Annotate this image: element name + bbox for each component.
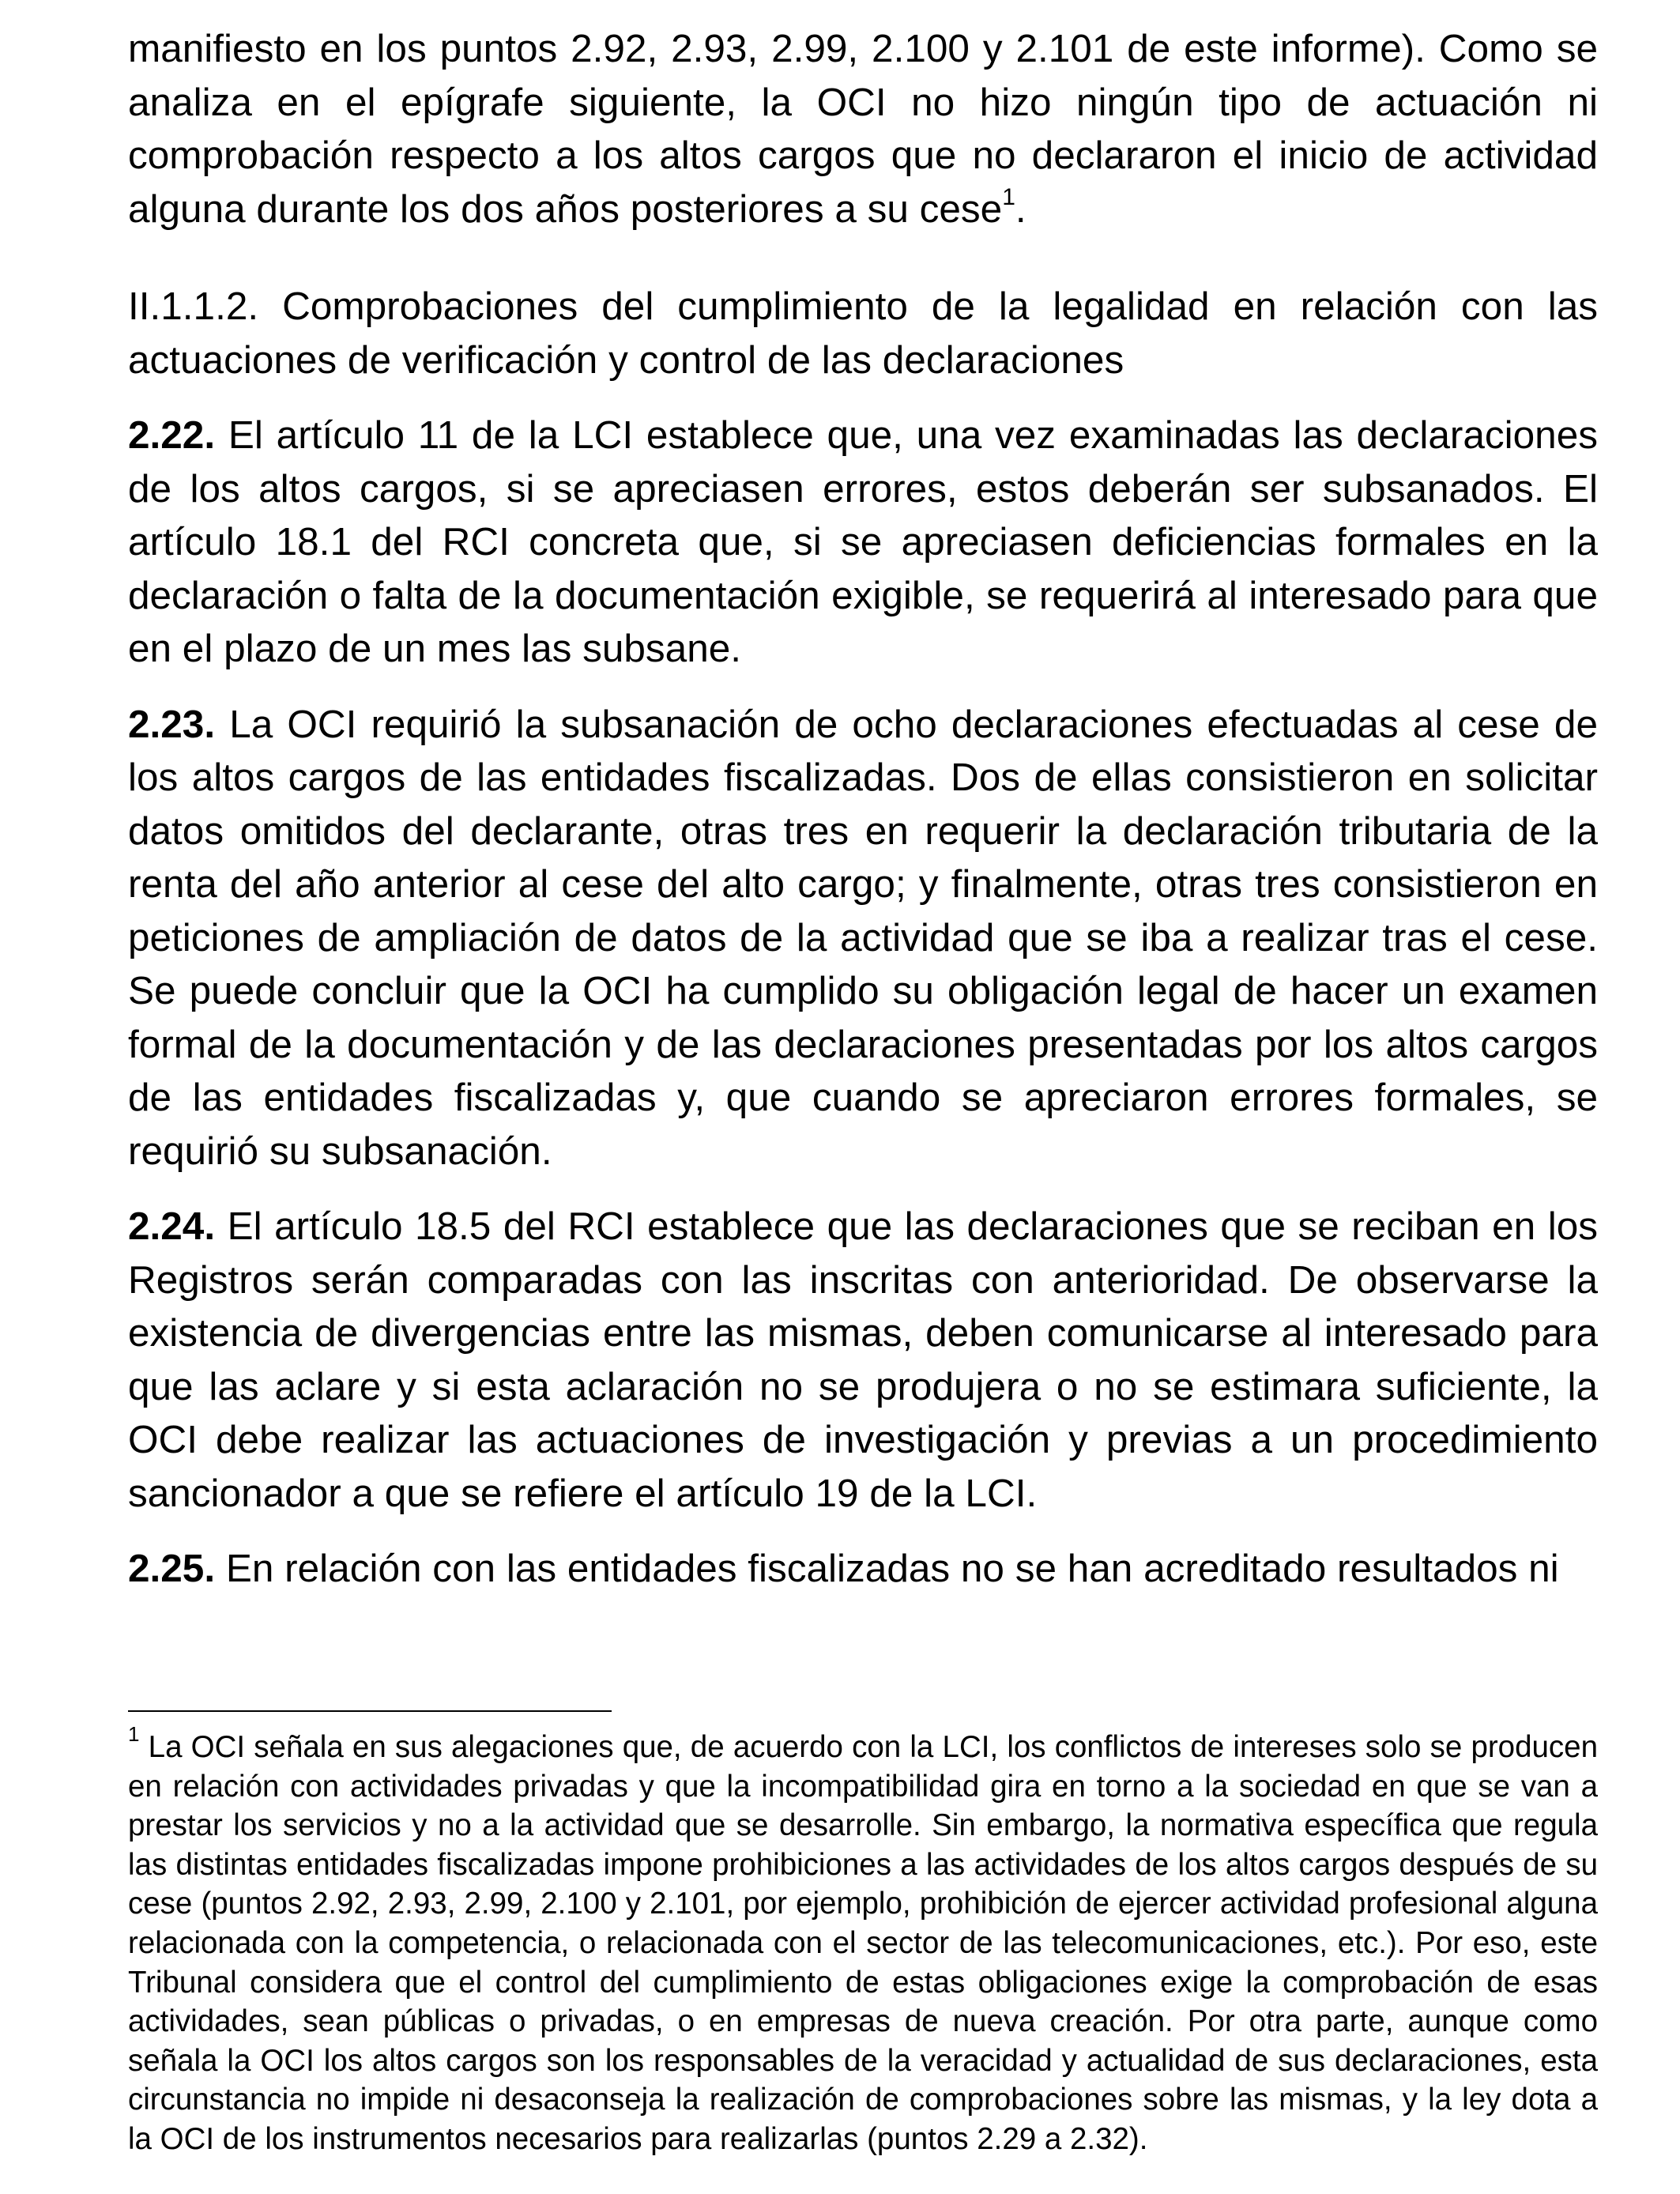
paragraph-text: El artículo 18.5 del RCI establece que las declaraciones que se reciban en los Registros serán comparadas con las inscritas con anterioridad. De observarse la existencia de divergencias entre las mismas, deben comunicarse al interesado para que las aclare y si esta aclaración no se produjera o no se estimara suficiente, la OCI debe realizar las actuaciones de investigación y previas a un procedimiento sancionador a que se refiere el artículo 19 de la LCI. — [128, 1204, 1598, 1515]
paragraph-2-23 — [128, 698, 1598, 1178]
paragraph-number: 2.22. — [128, 413, 216, 457]
footnote-reference[interactable]: 1 — [1002, 184, 1015, 210]
footnote — [128, 1722, 1598, 2159]
paragraph-number: 2.24. — [128, 1204, 216, 1248]
paragraph-2-24 — [128, 1200, 1598, 1520]
section-heading: II.1.1.2. Comprobaciones del cumplimiento de la legalidad en relación con las actuaciones de verificación y control de las declaraciones — [128, 285, 1598, 382]
paragraph-number: 2.23. — [128, 702, 216, 746]
paragraph-number: 2.25. — [128, 1547, 216, 1590]
paragraph-continuation — [128, 22, 1598, 236]
paragraph-text: La OCI requirió la subsanación de ocho declaraciones efectuadas al cese de los altos cargos de las entidades fiscalizadas. Dos de ellas consistieron en solicitar datos omitidos del declarante, otras tres en requerir la declaración tributaria de la renta del año anterior al cese del alto cargo; y finalmente, otras tres consistieron en peticiones de ampliación de datos de la actividad que se iba a realizar tras el cese. Se puede concluir que la OCI ha cumplido su obligación legal de hacer un examen formal de la documentación y de las declaraciones presentadas por los altos cargos de las entidades fiscalizadas y, que cuando se apreciaron errores formales, se requirió su subsanación. — [128, 702, 1598, 1173]
document-body — [128, 22, 1598, 1596]
footnote-separator — [128, 1710, 612, 1712]
paragraph-tail: . — [1015, 187, 1026, 231]
footnote-marker: 1 — [128, 1722, 140, 1747]
paragraph-text: En relación con las entidades fiscalizadas no se han acreditado resultados ni — [215, 1547, 1559, 1590]
paragraph-text: manifiesto en los puntos 2.92, 2.93, 2.99, 2.100 y 2.101 de este informe). Como se analiza en el epígrafe siguiente, la OCI no hizo ningún tipo de actuación ni comprobación respecto a los altos cargos que no declararon el inicio de actividad alguna durante los dos años posteriores a su cese — [128, 27, 1598, 231]
paragraph-2-25 — [128, 1542, 1598, 1596]
paragraph-text: El artículo 11 de la LCI establece que, una vez examinadas las declaraciones de los altos cargos, si se apreciasen errores, estos deberán ser subsanados. El artículo 18.1 del RCI concreta que, si se apreciasen deficiencias formales en la declaración o falta de la documentación exigible, se requerirá al interesado para que en el plazo de un mes las subsane. — [128, 413, 1598, 670]
footnote-text: La OCI señala en sus alegaciones que, de acuerdo con la LCI, los conflictos de intereses solo se producen en relación con actividades privadas y que la incompatibilidad gira en torno a la sociedad en que se van a prestar los servicios y no a la actividad que se desarrolle. Sin embargo, la normativa específica que regula las distintas entidades fiscalizadas impone prohibiciones a las actividades de los altos cargos después de su cese (puntos 2.92, 2.93, 2.99, 2.100 y 2.101, por ejemplo, prohibición de ejercer actividad profesional alguna relacionada con la competencia, o relacionada con el sector de las telecomunicaciones, etc.). Por eso, este Tribunal considera que el control del cumplimiento de estas obligaciones exige la comprobación de esas actividades, sean públicas o privadas, o en empresas de nueva creación. Por otra parte, aunque como señala la OCI los altos cargos son los responsables de la veracidad y actualidad de sus declaraciones, esta circunstancia no impide ni desaconseja la realización de comprobaciones sobre las mismas, y la ley dota a la OCI de los instrumentos necesarios para realizarlas (puntos 2.29 a 2.32). — [128, 1730, 1598, 2156]
paragraph-2-22 — [128, 409, 1598, 676]
